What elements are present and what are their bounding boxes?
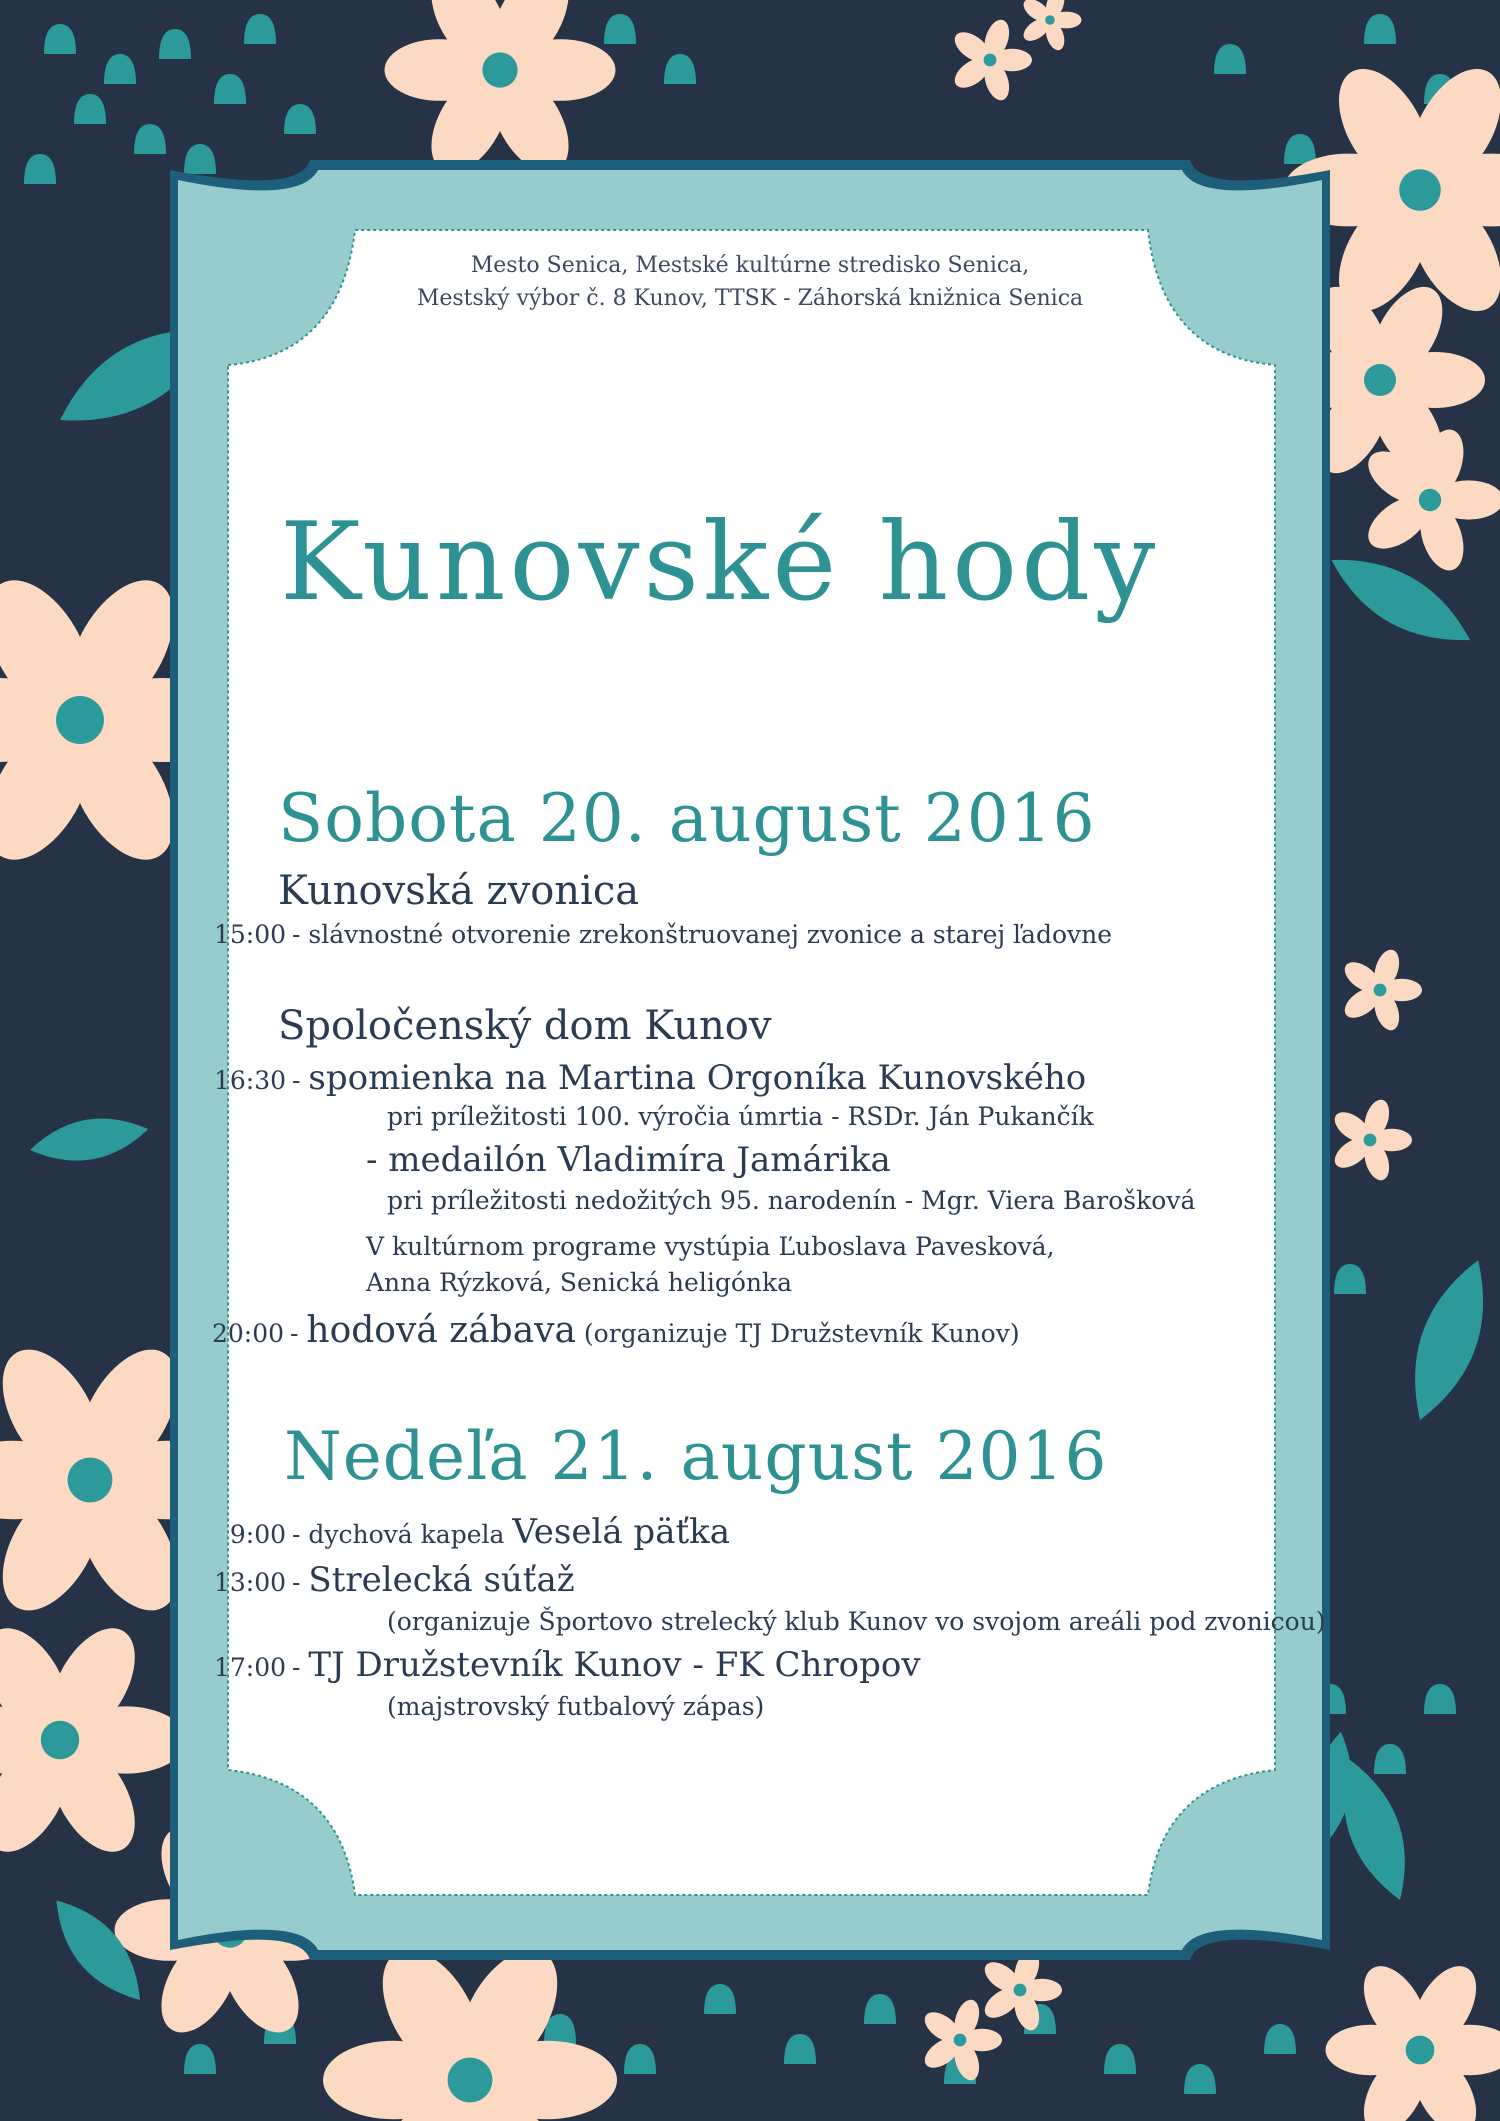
organizers-line-2: Mestský výbor č. 8 Kunov, TTSK - Záhorská knižnica Senica (416, 286, 1084, 311)
item-sub-1700: (majstrovský futbalový zápas) (387, 1692, 765, 1721)
venue-spolocensky-dom: Spoločenský dom Kunov (278, 1003, 772, 1049)
dash-1300: - (292, 1568, 301, 1597)
dash-2000: - (290, 1319, 299, 1348)
time-1500: 15:00 (213, 920, 286, 949)
dash-1700: - (292, 1653, 301, 1682)
time-1700: 17:00 (213, 1653, 286, 1682)
time-2000: 20:00 (211, 1319, 284, 1348)
item-title-2000: hodová zábava (306, 1310, 576, 1351)
sunday-heading: Nedeľa 21. august 2016 (284, 1418, 1108, 1495)
item-text-1500: - slávnostné otvorenie zrekonštruovanej zvonice a starej ľadovne (292, 920, 1113, 949)
schedule-row-1630 (198, 1058, 1086, 1098)
item-text-0900: - dychová kapela (292, 1520, 505, 1549)
schedule-row-2000 (188, 1310, 1020, 1351)
item-title-1700: TJ Družstevník Kunov - FK Chropov (308, 1645, 921, 1685)
item-sub-jamarik: pri príležitosti nedožitých 95. narodenín - Mgr. Viera Barošková (387, 1186, 1196, 1215)
organizers-line-1: Mesto Senica, Mestské kultúrne stredisko Senica, (470, 253, 1030, 278)
time-1630: 16:30 (213, 1066, 286, 1095)
program-line-1: V kultúrnom programe vystúpia Ľuboslava Pavesková, (366, 1232, 1055, 1261)
time-0900: 9:00 (229, 1520, 286, 1549)
item-sub-1630: pri príležitosti 100. výročia úmrtia - RSDr. Ján Pukančík (387, 1102, 1094, 1131)
event-title: Kunovské hody (280, 500, 1160, 625)
venue-zvonica: Kunovská zvonica (278, 868, 640, 914)
saturday-heading: Sobota 20. august 2016 (278, 780, 1096, 857)
schedule-row-1300 (198, 1560, 575, 1600)
schedule-row-1500 (198, 920, 1112, 949)
schedule-row-0900 (198, 1512, 730, 1552)
schedule-row-1700 (198, 1645, 921, 1685)
item-title-jamarik: - medailón Vladimíra Jamárika (366, 1140, 891, 1180)
item-sub-1300: (organizuje Športovo strelecký klub Kunov vo svojom areáli pod zvonicou) (387, 1607, 1326, 1636)
item-note-2000: (organizuje TJ Družstevník Kunov) (583, 1319, 1020, 1348)
item-title-1300: Strelecká súťaž (308, 1560, 575, 1600)
time-1300: 13:00 (213, 1568, 286, 1597)
dash-1630: - (292, 1066, 301, 1095)
item-title-0900: Veselá päťka (512, 1512, 731, 1552)
program-line-2: Anna Rýzková, Senická heligónka (366, 1268, 793, 1297)
item-title-1630: spomienka na Martina Orgoníka Kunovského (308, 1058, 1087, 1098)
